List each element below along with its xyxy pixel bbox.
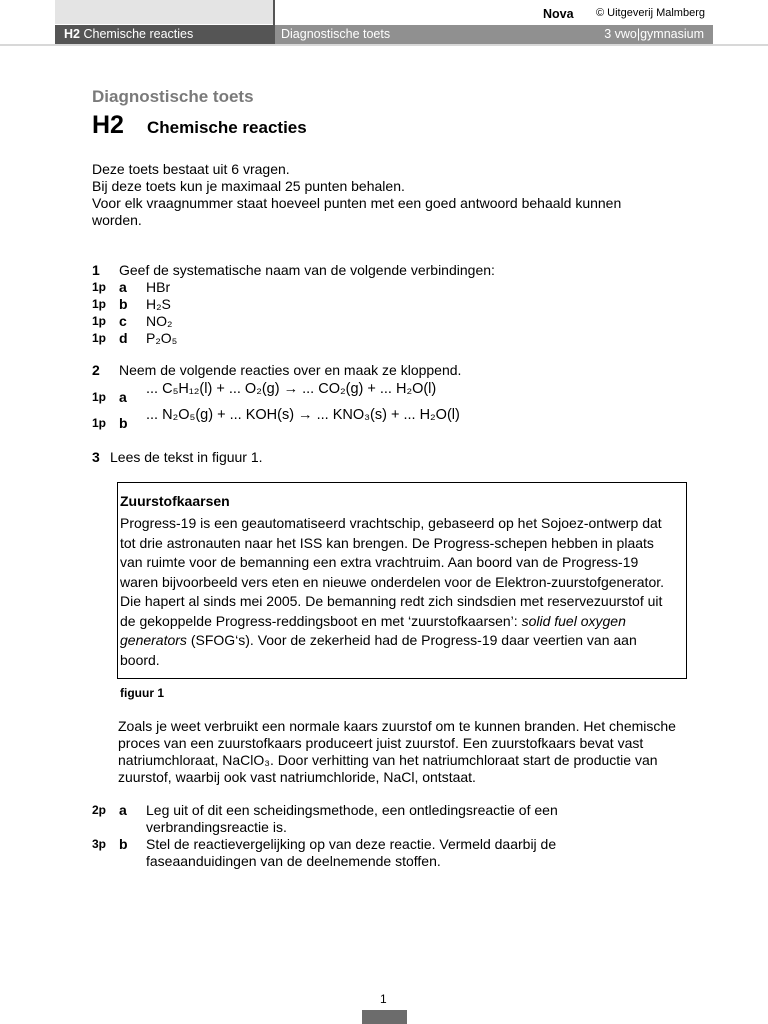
header-tab-background — [55, 0, 273, 24]
copyright: © Uitgeverij Malmberg — [596, 7, 705, 19]
q3-item-b — [0, 836, 768, 870]
item-letter: a — [119, 802, 127, 818]
points: 1p — [92, 416, 107, 430]
question-2-text: Neem de volgende reacties over en maak ze kloppend. — [119, 362, 462, 378]
formula: H₂S — [146, 296, 171, 312]
figure-text: Progress-19 is een geautomatiseerd vrachtschip, gebaseerd op het Sojoez-ontwerp dat tot drie astronauten naar het ISS kan brengen. De Progress-schepen hebben in plaats van ruimte voor de bemanning een extra vrachtruim. Aan boord van de Progress-19 waren bijvoorbeeld vers eten en nieuwe onderdelen voor de Elektron-zuurstofgenerator. Die hapert al sinds mei 2005. De bemanning redt zich sindsdien met reservezuurstof uit de gekoppelde Progress-reddingsboot en met ‘zuurstofkaarsen’: solid fuel oxygen generators (SFOG‘s). Voor de zekerheid had de Progress-19 daar veertien van aan boord. — [120, 515, 665, 668]
question-1-text: Geef de systematische naam van de volgende verbindingen: — [119, 262, 495, 278]
item-letter: b — [119, 415, 128, 431]
question-3-number: 3 — [92, 449, 100, 465]
header-rule — [0, 44, 768, 46]
header-chapter-number: H2 — [64, 27, 80, 41]
figure-label: figuur 1 — [120, 686, 164, 700]
q2-item-b — [0, 407, 768, 431]
item-text: Stel de reactievergelijking op van deze reactie. Vermeld daarbij de faseaanduidingen van de deelnemende stoffen. — [146, 836, 557, 869]
points: 1p — [92, 297, 107, 311]
item-letter: b — [119, 836, 128, 852]
title-chapter: H2 — [92, 111, 124, 139]
q2-item-a — [0, 381, 768, 405]
question-1-number: 1 — [92, 262, 100, 278]
header-chapter — [64, 27, 193, 41]
item-text: Leg uit of dit een scheidingsmethode, een ontledingsreactie of een verbrandingsreactie is. — [146, 802, 558, 835]
intro-text — [92, 161, 652, 229]
equation: ... N₂O₅(g) + ... KOH(s) → ... KNO₃(s) + ... H₂O(l) — [146, 407, 460, 423]
intro-line: Bij deze toets kun je maximaal 25 punten behalen. — [92, 178, 405, 194]
item-letter: d — [119, 330, 128, 346]
points: 1p — [92, 331, 107, 345]
page-title: Chemische reacties — [147, 118, 307, 137]
points: 3p — [92, 837, 107, 851]
formula: HBr — [146, 279, 171, 295]
points: 1p — [92, 390, 107, 404]
page-number: 1 — [380, 992, 387, 1006]
points: 2p — [92, 803, 107, 817]
q3-item-a — [0, 802, 768, 836]
item-letter: a — [119, 279, 127, 295]
question-2-number: 2 — [92, 362, 100, 378]
equation: ... C₅H₁₂(l) + ... O₂(g) → ... CO₂(g) + ... H₂O(l) — [146, 381, 437, 397]
figure-title: Zuurstofkaarsen — [120, 493, 230, 509]
formula: P₂O₅ — [146, 330, 178, 346]
q1-item-b — [0, 296, 768, 313]
page-kicker: Diagnostische toets — [92, 87, 254, 106]
header-section: Diagnostische toets — [281, 27, 391, 41]
item-letter: b — [119, 296, 128, 312]
points: 1p — [92, 280, 107, 294]
question-3-text: Lees de tekst in figuur 1. — [110, 449, 263, 465]
header-chapter-title: Chemische reacties — [83, 27, 194, 41]
item-letter: c — [119, 313, 127, 329]
q3-paragraph: Zoals je weet verbruikt een normale kaars zuurstof om te kunnen branden. Het chemische proces van een zuurstofkaars produceert juist zuurstof. Een zuurstofkaars bevat vast natriumchloraat, NaClO₃. Door verhitting van het natriumchloraat start de productie van zuurstof, waarbij ook vast natriumchloride, NaCl, ontstaat. — [118, 718, 676, 785]
q1-item-c — [0, 313, 768, 330]
points: 1p — [92, 314, 107, 328]
q1-item-a — [0, 279, 768, 296]
page-footer-tab — [362, 1010, 407, 1024]
intro-line: Voor elk vraagnummer staat hoeveel punten met een goed antwoord behaald kunnen worden. — [92, 195, 622, 228]
formula: NO₂ — [146, 313, 173, 329]
brand-name: Nova — [543, 7, 574, 21]
q1-item-d — [0, 330, 768, 347]
item-letter: a — [119, 389, 127, 405]
header-level: 3 vwo|gymnasium — [604, 27, 704, 41]
intro-line: Deze toets bestaat uit 6 vragen. — [92, 161, 290, 177]
italic-term: solid fuel oxygen generators — [120, 612, 626, 648]
